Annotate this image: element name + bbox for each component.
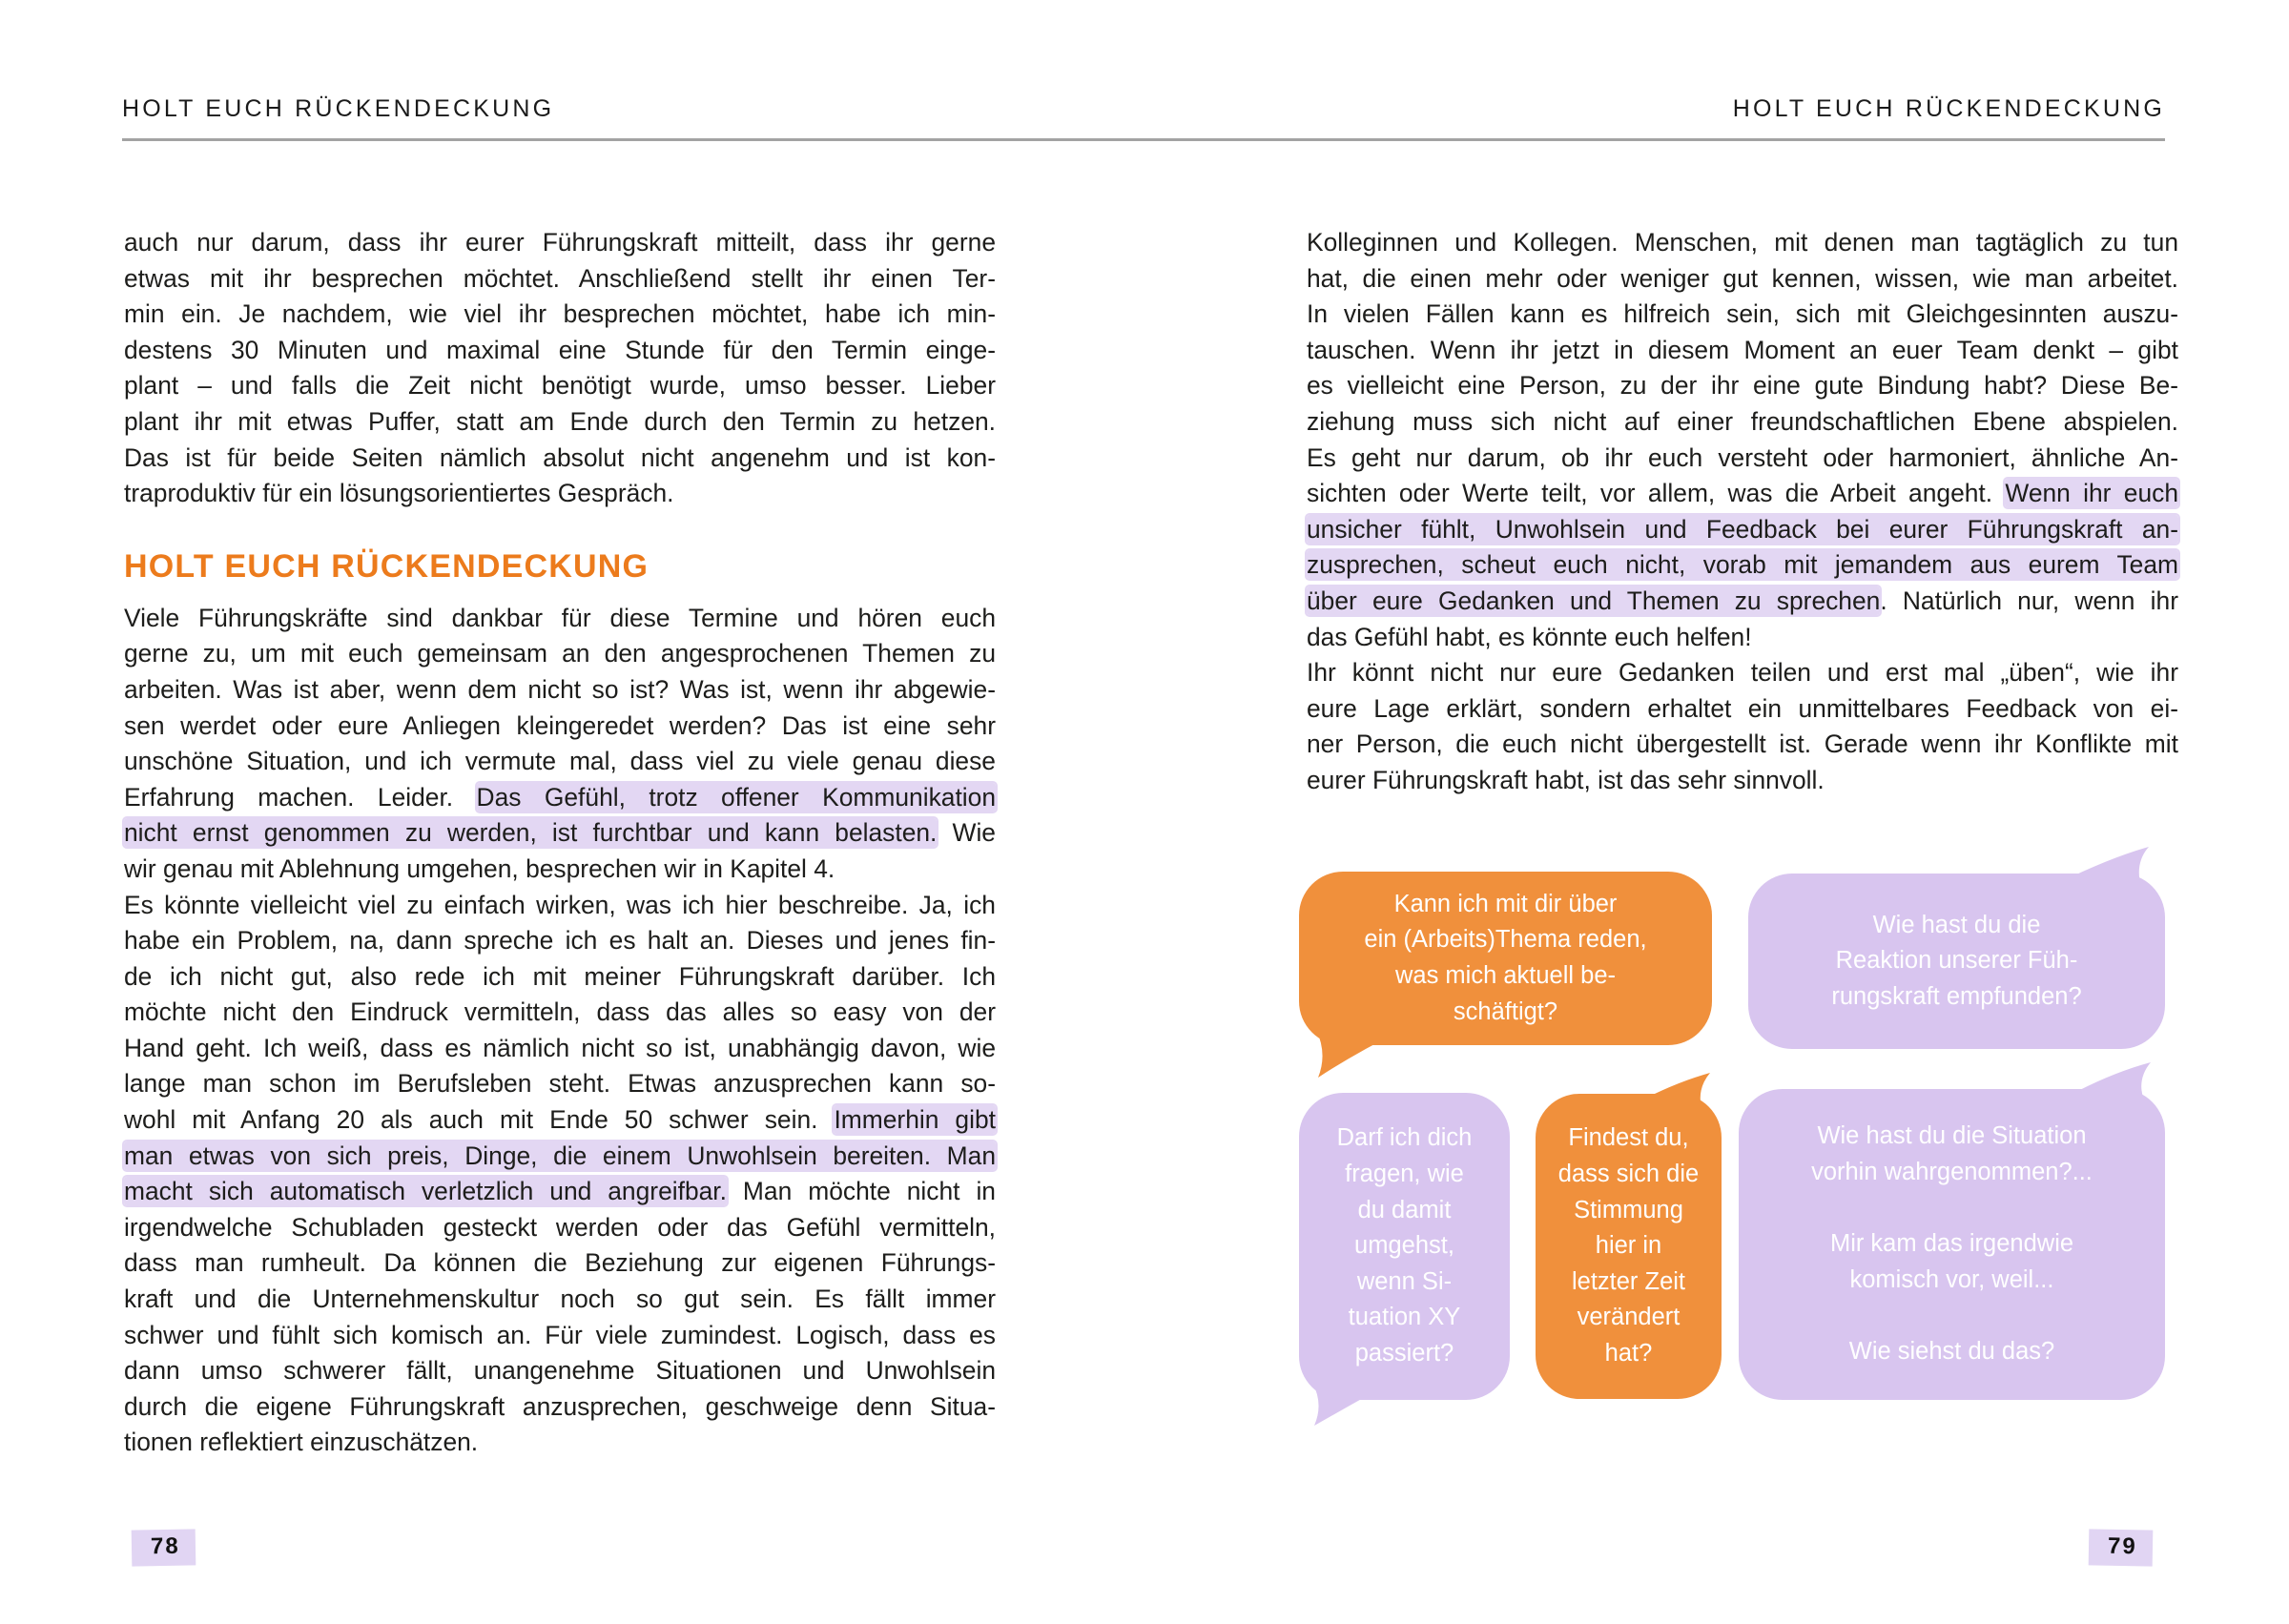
text-line: dann umso schwerer fällt, unangenehme Situationen und Unwohlsein	[124, 1356, 996, 1386]
bubble-line: tuation XY	[1348, 1304, 1461, 1331]
paragraph-3	[124, 888, 996, 1462]
highlighted-text: zusprechen, scheut euch nicht, vorab mit jemandem aus eurem Team	[1307, 550, 2178, 580]
bubble-line: komisch vor, weil...	[1849, 1265, 2054, 1293]
text-line: schwer und fühlt sich komisch an. Für viele zumindest. Logisch, dass es	[124, 1320, 996, 1349]
bubble-line: hat?	[1604, 1339, 1653, 1367]
plain-text: Wie	[937, 818, 996, 848]
bubble-line: Wie siehst du das?	[1848, 1337, 2055, 1365]
running-head-right: HOLT EUCH RÜCKENDECKUNG	[1732, 95, 2165, 122]
text-line: Es könnte vielleicht viel zu einfach wirken, was ich hier beschreibe. Ja, ich	[124, 890, 996, 919]
plain-text: Erfahrung machen. Leider.	[124, 782, 477, 812]
text-line	[124, 1139, 996, 1175]
bubble-line: Reaktion unserer Füh-	[1835, 947, 2078, 975]
plain-text: . Natürlich nur, wenn ihr	[1880, 586, 2178, 615]
bubble-line: Findest du,	[1568, 1124, 1689, 1152]
bubble-line: dass sich die	[1557, 1161, 1700, 1188]
paragraph-1	[1307, 225, 2178, 655]
text-line: Hand geht. Ich weiß, dass es nämlich nicht so ist, unabhängig davon, wie	[124, 1033, 996, 1062]
paragraph-1	[124, 225, 996, 512]
text-line: Das ist für beide Seiten nämlich absolut nicht angenehm und ist kon-	[124, 442, 996, 472]
highlighted-text: unsicher fühlt, Unwohlsein und Feedback bei eurer Führungskraft an-	[1307, 514, 2178, 544]
text-line	[1307, 476, 2178, 512]
highlighted-text: nicht ernst genommen zu werden, ist furchtbar und kann belasten.	[124, 818, 938, 848]
paragraph-2	[124, 601, 996, 888]
plain-text: sichten oder Werte teilt, vor allem, was die Arbeit angeht.	[1307, 479, 2006, 508]
text-line	[1307, 547, 2178, 584]
bubble-line: hier in	[1595, 1232, 1662, 1260]
text-line: de ich nicht gut, also rede ich mit meiner Führungskraft darüber. Ich	[124, 961, 996, 991]
bubble-line: wenn Si-	[1356, 1267, 1453, 1295]
text-line: kraft und die Unternehmenskultur noch so gut sein. Es fällt immer	[124, 1285, 996, 1314]
plain-text: wohl mit Anfang 20 als auch mit Ende 50 schwer sein.	[124, 1105, 835, 1135]
highlighted-text: Immerhin gibt	[834, 1105, 996, 1135]
text-line: habe ein Problem, na, dann spreche ich es halt an. Dieses und jenes fin-	[124, 926, 996, 956]
bubble-line: passiert?	[1354, 1339, 1454, 1367]
bubble-line: verändert	[1577, 1304, 1681, 1331]
bubble-line: Kann ich mit dir über	[1393, 890, 1618, 917]
speech-bubble	[1299, 1093, 1510, 1400]
bubble-line: Mir kam das irgendwie	[1829, 1230, 2074, 1258]
text-line: plant – und falls die Zeit nicht benötigt wurde, umso besser. Lieber	[124, 371, 996, 401]
text-line: arbeiten. Was ist aber, wenn dem nicht so ist? Was ist, wenn ihr abgewie-	[124, 674, 996, 704]
text-line: lange man schon im Berufsleben steht. Etwas anzusprechen kann so-	[124, 1069, 996, 1099]
text-line: plant ihr mit etwas Puffer, statt am Ende durch den Termin zu hetzen.	[124, 406, 996, 436]
text-line: ziehung muss sich nicht auf einer freundschaftlichen Ebene abspielen.	[1307, 406, 2178, 436]
speech-bubble	[1748, 874, 2165, 1049]
bubble-line: schäftigt?	[1453, 997, 1558, 1025]
text-line: Kolleginnen und Kollegen. Menschen, mit denen man tagtäglich zu tun	[1307, 228, 2178, 257]
right-page-body	[1307, 225, 2178, 799]
text-line: min ein. Je nachdem, wie viel ihr besprechen möchtet, habe ich min-	[124, 299, 996, 329]
bubble-line: ein (Arbeits)Thema reden,	[1364, 926, 1647, 954]
text-line: In vielen Fällen kann es hilfreich sein, sich mit Gleichgesinnten auszu-	[1307, 299, 2178, 329]
text-line: hat, die einen mehr oder weniger gut kennen, wissen, wie man arbeitet.	[1307, 263, 2178, 293]
text-line: traproduktiv für ein lösungsorientiertes Gespräch.	[124, 479, 674, 508]
bubble-line: du damit	[1357, 1196, 1452, 1223]
bubble-line: umgehst,	[1354, 1232, 1454, 1260]
page-number-right: 79	[2089, 1529, 2153, 1566]
text-line: tauschen. Wenn ihr jetzt in diesem Moment an euer Team denkt – gibt	[1307, 335, 2178, 364]
plain-text: Man möchte nicht in	[726, 1177, 996, 1206]
speech-bubble	[1299, 872, 1712, 1045]
text-line: dass man rumheult. Da können die Beziehung zur eigenen Führungs-	[124, 1248, 996, 1278]
section-heading: HOLT EUCH RÜCKENDECKUNG	[124, 547, 650, 585]
text-line: sen werdet oder eure Anliegen kleingeredet werden? Das ist eine sehr	[124, 710, 996, 740]
highlighted-text: macht sich automatisch verletzlich und angreifbar.	[124, 1177, 727, 1206]
text-line: auch nur darum, dass ihr eurer Führungskraft mitteilt, dass ihr gerne	[124, 228, 996, 257]
bubble-line: fragen, wie	[1345, 1161, 1464, 1188]
left-page-body	[124, 225, 996, 1461]
text-line: eure Lage erklärt, sondern erhaltet ein unmittelbares Feedback von ei-	[1307, 693, 2178, 723]
text-line: Viele Führungskräfte sind dankbar für diese Termine und hören euch	[124, 603, 996, 632]
speech-bubble	[1536, 1094, 1722, 1399]
text-line: das Gefühl habt, es könnte euch helfen!	[1307, 622, 1752, 651]
bubble-line: Stimmung	[1574, 1196, 1683, 1223]
text-line: ner Person, die euch nicht übergestellt ist. Gerade wenn ihr Konflikte mit	[1307, 730, 2178, 759]
highlighted-text: Das Gefühl, trotz offener Kommunikation	[476, 782, 996, 812]
text-line: eurer Führungskraft habt, ist das sehr sinnvoll.	[1307, 765, 1825, 794]
bubble-line: rungskraft empfunden?	[1831, 982, 2082, 1010]
bubble-line: Darf ich dich	[1336, 1124, 1473, 1152]
text-line	[124, 1102, 996, 1139]
highlighted-text: Wenn ihr euch	[2005, 479, 2178, 508]
running-head-left: HOLT EUCH RÜCKENDECKUNG	[122, 95, 555, 122]
bubble-line: was mich aktuell be-	[1394, 962, 1616, 989]
page-number-left: 78	[132, 1529, 196, 1566]
text-line: tionen reflektiert einzuschätzen.	[124, 1428, 479, 1457]
text-line: möchte nicht den Eindruck vermitteln, dass das alles so easy von der	[124, 997, 996, 1027]
highlighted-text: man etwas von sich preis, Dinge, die einem Unwohlsein bereiten. Man	[124, 1141, 996, 1170]
text-line: Ihr könnt nicht nur eure Gedanken teilen und erst mal „üben“, wie ihr	[1307, 658, 2178, 688]
speech-bubble	[1739, 1089, 2165, 1400]
text-line: gerne zu, um mit euch gemeinsam an den angesprochenen Themen zu	[124, 639, 996, 668]
text-line	[1307, 584, 2178, 620]
text-line	[124, 1174, 996, 1210]
text-line: destens 30 Minuten und maximal eine Stunde für den Termin einge-	[124, 335, 996, 364]
highlighted-text: über eure Gedanken und Themen zu sprechen	[1307, 586, 1881, 615]
text-line: Es geht nur darum, ob ihr euch versteht oder harmoniert, ähnliche An-	[1307, 442, 2178, 472]
bubble-line: vorhin wahrgenommen?...	[1811, 1159, 2093, 1186]
text-line: unschöne Situation, und ich vermute mal, dass viel zu viele genau diese	[124, 747, 996, 776]
text-line: etwas mit ihr besprechen möchtet. Anschließend stellt ihr einen Ter-	[124, 263, 996, 293]
text-line	[124, 815, 996, 852]
bubble-line: Wie hast du die	[1872, 911, 2041, 938]
bubble-line: Wie hast du die Situation	[1817, 1122, 2087, 1150]
text-line: durch die eigene Führungskraft anzusprechen, geschweige denn Situa-	[124, 1391, 996, 1421]
text-line	[1307, 512, 2178, 548]
header-rule	[122, 138, 2165, 141]
paragraph-2	[1307, 655, 2178, 798]
text-line: wir genau mit Ablehnung umgehen, besprechen wir in Kapitel 4.	[124, 853, 835, 883]
text-line	[124, 780, 996, 816]
text-line: es vielleicht eine Person, zu der ihr eine gute Bindung habt? Diese Be-	[1307, 371, 2178, 401]
text-line: irgendwelche Schubladen gesteckt werden oder das Gefühl vermitteln,	[124, 1212, 996, 1242]
bubble-line: letzter Zeit	[1571, 1267, 1686, 1295]
